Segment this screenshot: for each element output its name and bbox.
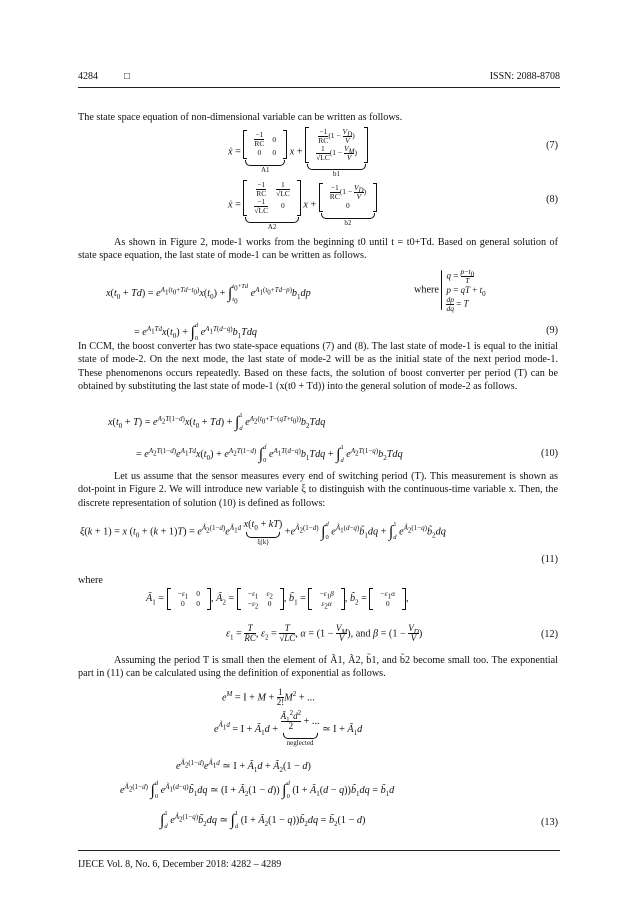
label-b1: b1	[333, 169, 340, 178]
paragraph-1: The state space equation of non-dimensional variable can be written as follows.	[78, 112, 403, 123]
equation-11-number: (11)	[541, 554, 558, 565]
square-glyph: □	[124, 71, 131, 82]
issn: ISSN: 2088-8708	[489, 71, 560, 82]
paragraph-3: In CCM, the boost converter has two state-space equations (7) and (8). The last state of mode-1 is equal to the initial state of mode-2. On the next mode, the last state of mode-2 will be as the initial state of the next period mode-1. These phenomenons occurs repeatedly. Based on these facts, the solution of boost converter per period (T) can be obtained by substituting the last state of mode-1 (x(t0 + Td)) into the general solution of mode-2 as follows.	[78, 341, 558, 393]
paragraph-2: As shown in Figure 2, mode-1 works from the beginning t0 until t = t0+Td. Based on general solution of state space equation, the last state of mode-1 can be written as follows.	[78, 237, 558, 262]
equation-9-line-2: = $e^{A_1Td}x(t_0)$ + ∫ d 0 $e^{A_1T(d-q)}b_1Tdq$	[134, 321, 258, 342]
equation-11: ξ(k + 1) = x $(t_0 + (k + 1)T) = e^{Ã_2(1-d)}e^{Ã_1d}$ $x(t_0 + kT)$ ξ(k) $+e^{Ã_2(1-d)}$ ∫ d 0 $e^{Ã_1(d-q)}b̃_1dq$ + ∫ 1 d $e^{Ã_2(1-q)}b̃_2dq$	[80, 519, 446, 547]
page-number: 4284	[78, 71, 98, 82]
equation-13-line-2: $e^{Ã_1d} = I$ + $Ã_1d$ + $\frac{Ã_1^2d^2}{2}$ + ... neglected ≃ $I + Ã_1d$	[214, 709, 363, 747]
label-neglected: neglected	[286, 738, 314, 747]
equation-12-number: (12)	[541, 629, 558, 640]
footer-rule	[78, 850, 560, 851]
equation-12-line-2: $\varepsilon_1$ = $\frac{T}{RC}$ , $\varepsilon_2$ = $\frac{T}{√LC}$ , α = (1 − $\frac{V_M}{V}$ ), and β = (1 − $\frac{V_D}{V}$ )	[226, 623, 423, 644]
label-xi-k: ξ(k)	[257, 538, 269, 547]
equation-8-number: (8)	[546, 194, 558, 205]
equation-7: ẋ = $\frac{-1}{RC}$ 0 0 0 A1 x + $\frac{-1}{RC}$ (1 − $\frac{V_D}{V}$ ) $\frac{1}{√LC}$ (1 − $\frac{V_M}{V}$ ) b1	[228, 127, 368, 178]
paragraph-5: Assuming the period T is small then the element of Ã1, Ã2, b̃1, and b̃2 become small too. The exponential part in (11) can be calculated using the definition of exponential as follows.	[78, 655, 558, 680]
equation-8: ẋ = $\frac{-1}{RC}$ $\frac{1}{√LC}$ $\frac{-1}{√LC}$ 0 A2 x + $\frac{-1}{RC}$ (1 − $\frac{V_D}{V}$ ) 0 b2	[228, 180, 377, 231]
equation-10-line-2: = $e^{A_2T(1-d)}e^{A_1Td}x(t_0) + e^{A_2T(1-d)}$ ∫ d 0 $e^{A_1T(d-q)}b_1Tdq$ + ∫ 1 d $e^{A_2T(1-q)}b_2Tdq$	[136, 443, 403, 464]
equation-9-number: (9)	[546, 325, 558, 336]
label-A2: A2	[267, 222, 277, 231]
equation-13-number: (13)	[541, 817, 558, 828]
equation-10-number: (10)	[541, 448, 558, 459]
header-rule	[78, 87, 560, 88]
equation-12-line-1: $Ã_1$ = $-\varepsilon_1$ 0 0 0 , $Ã_2$ = $-\varepsilon_1$ $\varepsilon_2$ $-\varepsilon_2$ 0 , $b̃_1$ = $-\varepsilon_1\beta$ $\varepsilon_2\alpha$ , $b̃_2$ = $-\varepsilon_1\alpha$ 0 ,	[146, 589, 409, 611]
equation-13-line-1: $e^M = I + M$ + $\frac{1}{2!}$ $M^2$ + ...	[222, 687, 315, 708]
equation-13-line-5: ∫ 1 d $e^{Ã_2(1-q)}b̃_2dq$ ≃ ∫ 1 d ($I + Ã_2(1$ − $q))b̃_2dq$ = $b̃_2(1 - d)$	[160, 809, 366, 830]
equation-7-number: (7)	[546, 140, 558, 151]
paragraph-4: Let us assume that the sensor measures every end of switching period (T). This measurement is shown as dot-point in Figure 2. We will introduce new variable ξ to distinguish with the continuous-time variable x. Then, the discrete representation of solution (10) is defined as follows:	[78, 471, 558, 509]
where-label: where	[78, 575, 103, 586]
page-header	[78, 70, 560, 84]
equation-10-line-1: $x(t_0 + T) = e^{A_2T(1-d)}x(t_0 + Td)$ + ∫ 1 d $e^{A_2(t_0+T-(qT+t_0))}b_2Tdq$	[108, 411, 326, 432]
label-b2: b2	[344, 219, 352, 228]
footer: IJECE Vol. 8, No. 6, December 2018: 4282 – 4289	[78, 859, 282, 870]
equation-9-line-1: $x(t_0 + Td) = e^{A_1(t_0+Td-t_0)}x(t_0)$ + ∫ $t_0+Td$ $t_0$ $e^{A_1(t_0+Td-p)}b_1dp$	[106, 282, 311, 306]
equation-13-line-3: $e^{Ã_2(1-d)}e^{Ã_1d}$ ≃ $I + Ã_1d$ + $Ã_2(1 - d)$	[176, 758, 311, 775]
label-A1: A1	[260, 166, 270, 175]
equation-13-line-4: $e^{Ã_2(1-d)}$ ∫ d 0 $e^{Ã_1(d-q)}b̃_1dq$ ≃ $(I + Ã_2(1 - d))$ ∫ d 0 ($I + Ã_1(d$ − $q))b̃_1dq$ = $b̃_1d$	[120, 779, 395, 800]
equation-9-where: where q = $\frac{p-t_0}{T}$ p = qT + $t_0$ $\frac{dp}{dq}$ = T	[414, 267, 486, 313]
